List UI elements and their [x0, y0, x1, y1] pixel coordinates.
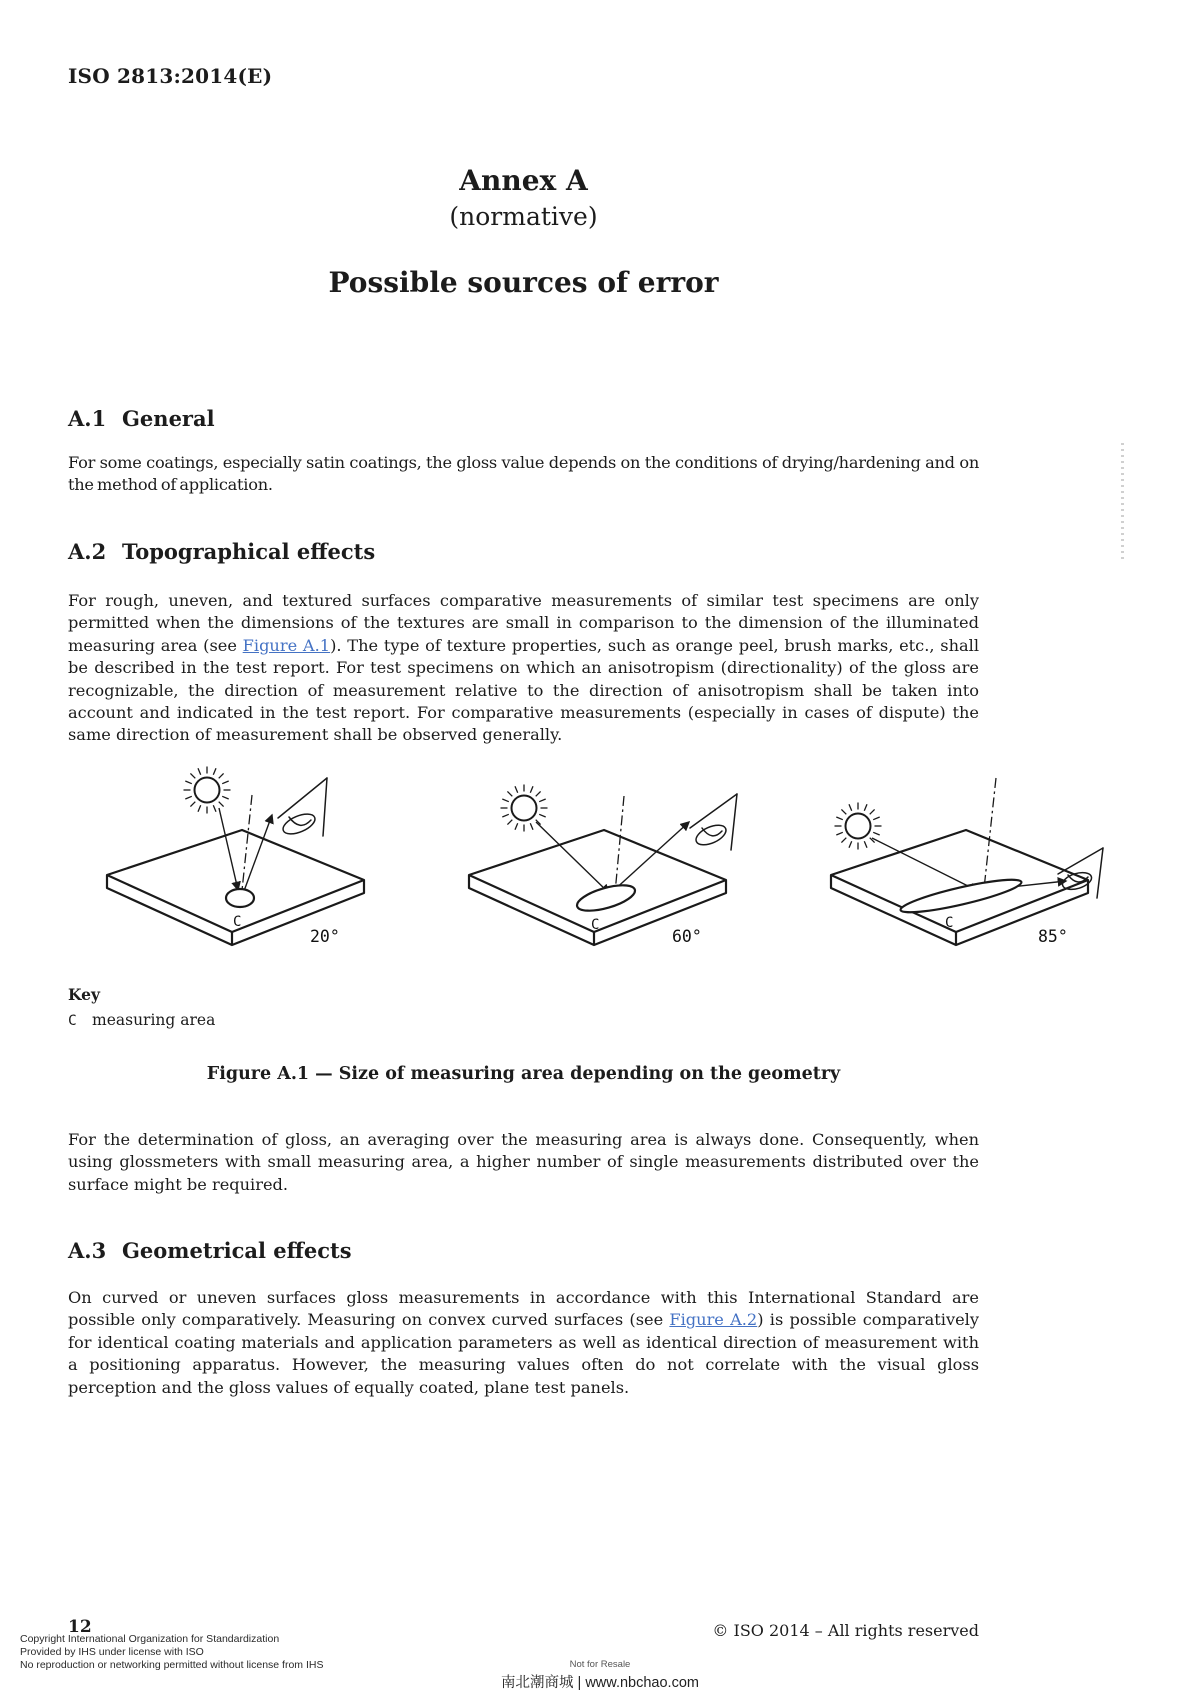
figure-a1-link[interactable]: Figure A.1	[242, 635, 331, 655]
angle-label-20: 20°	[310, 927, 340, 946]
annex-subtitle: (normative)	[449, 202, 598, 231]
measuring-area-label: C	[233, 914, 242, 930]
document-id-header: ISO 2813:2014(E)	[68, 64, 273, 88]
section-a2-number: A.2	[68, 539, 107, 564]
eye-icon	[690, 794, 737, 850]
sun-icon	[835, 803, 882, 850]
figure-key-title: Key	[68, 985, 100, 1004]
geometry-diagram-60deg	[454, 760, 744, 965]
section-a3-heading	[68, 1238, 352, 1263]
not-for-resale-label: Not for Resale	[569, 1659, 631, 1670]
figure-a1-caption: Figure A.1 — Size of measuring area depending on the geometry	[206, 1064, 841, 1084]
site-watermark: 南北潮商城 | www.nbchao.com	[501, 1675, 699, 1691]
copyright-line: Provided by IHS under license with ISO	[20, 1645, 204, 1658]
paragraph-text: For rough, uneven, and textured surfaces comparative measurements of similar test specimens are only permitted when the dimensions of the textures are small in comparison to the dimension of the illuminated measuring area (see	[68, 591, 979, 655]
angle-label-60: 60°	[672, 927, 702, 946]
sun-icon	[501, 785, 548, 832]
section-a2-heading	[68, 539, 375, 564]
section-a1-heading	[68, 406, 215, 431]
geometry-diagram-20deg	[92, 760, 382, 965]
key-description: measuring area	[92, 1011, 216, 1029]
eye-icon	[278, 778, 327, 838]
figure-post-paragraph: For the determination of gloss, an averaging over the measuring area is always done. Consequently, when using glossmeters with small measuring area, a higher number of single measurements distributed over the surface might be required.	[68, 1130, 979, 1194]
section-a1-title: General	[122, 406, 215, 431]
page-number: 12	[68, 1617, 92, 1637]
figure-key-row	[68, 1011, 215, 1029]
annex-heading: Possible sources of error	[328, 266, 719, 299]
section-a1-paragraph: For some coatings, especially satin coatings, the gloss value depends on the conditions of drying/hardening and on the method of application.	[68, 453, 979, 495]
angle-label-85: 85°	[1038, 927, 1068, 946]
copyright-line: Copyright International Organization for Standardization	[20, 1633, 280, 1645]
geometry-diagram-85deg	[816, 760, 1106, 965]
rights-reserved-notice: © ISO 2014 – All rights reserved	[712, 1621, 979, 1640]
paragraph-text: ). The type of texture properties, such as orange peel, brush marks, etc., shall be described in the test report. For test specimens on which an anisotropism (directionality) of the gloss are recognizable, the direction of measurement relative to the direction of anisotropism shall be taken into account and indicated in the test report. For comparative measurements (especially in cases of dispute) the same direction of measurement shall be observed generally.	[68, 635, 980, 745]
paragraph-text: On curved or uneven surfaces gloss measurements in accordance with this International Standard are possible only comparatively. Measuring on convex curved surfaces (see	[68, 1288, 979, 1330]
key-symbol: C	[68, 1013, 77, 1029]
license-text-vertical	[1121, 443, 1124, 561]
paragraph-text: ) is possible comparatively for identical coating materials and application parameters as well as identical direction of measurement with a positioning apparatus. However, the measuring values often do not correlate with the visual gloss perception and the gloss values of equally coated, plane test panels.	[68, 1310, 979, 1397]
figure-a1-diagrams	[86, 760, 1114, 965]
section-a1-number: A.1	[68, 406, 107, 431]
section-a3-paragraph	[68, 1287, 979, 1399]
sun-icon	[184, 767, 231, 814]
section-a2-title: Topographical effects	[122, 539, 376, 564]
section-a3-title: Geometrical effects	[122, 1238, 352, 1263]
measuring-area-label: C	[945, 915, 954, 931]
figure-a2-link[interactable]: Figure A.2	[669, 1310, 758, 1330]
copyright-line: No reproduction or networking permitted without license from IHS	[20, 1658, 324, 1671]
measuring-area-ellipse	[226, 889, 254, 907]
section-a3-number: A.3	[68, 1238, 107, 1263]
section-a2-paragraph	[68, 590, 979, 747]
annex-title: Annex A	[459, 164, 588, 197]
measuring-area-label: C	[591, 917, 600, 933]
